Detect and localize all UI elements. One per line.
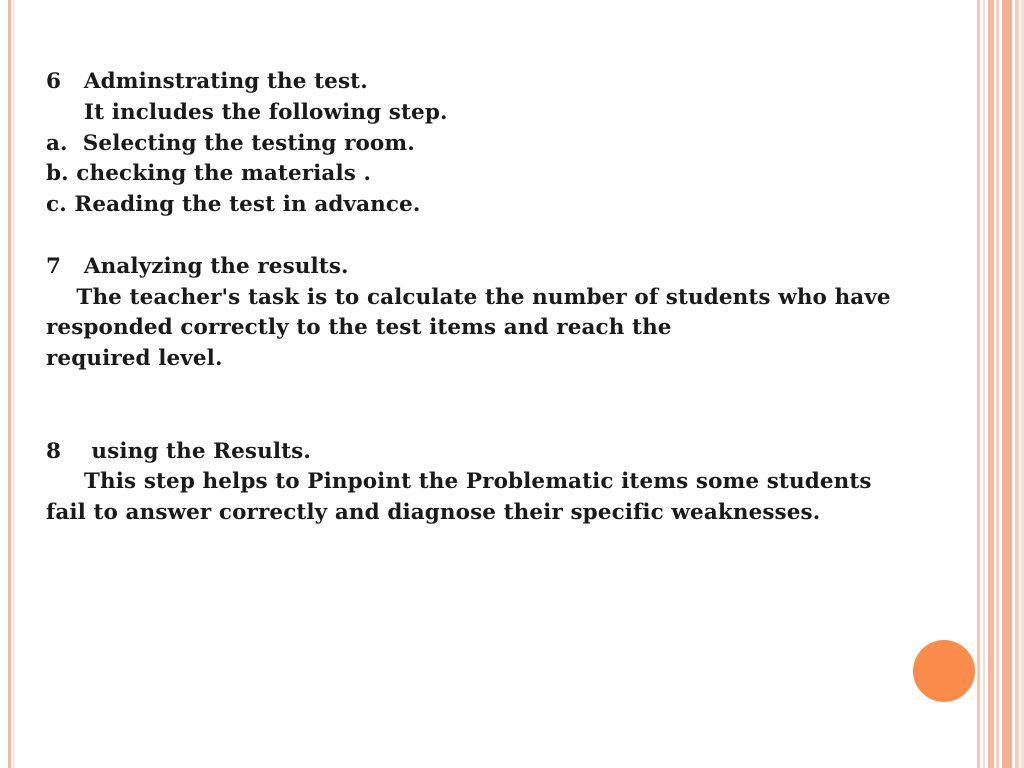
section-6-line-4: c. Reading the test in advance. [46, 192, 421, 218]
left-border-inner-line [13, 0, 14, 768]
section-8-line-2: fail to answer correctly and diagnose their specific weaknesses. [46, 500, 821, 526]
section-7-line-3: required level. [46, 346, 223, 372]
stripe [988, 0, 994, 768]
section-7-line-2: responded correctly to the test items and reach the [46, 315, 672, 341]
section-6-line-2: a. Selecting the testing room. [46, 130, 415, 156]
stripe [983, 0, 985, 768]
orange-circle-decoration [913, 640, 975, 702]
section-8-heading: 8 using the Results. [46, 438, 311, 464]
stripe [1015, 0, 1019, 768]
spacer [46, 221, 976, 252]
section-8-line-1: This step helps to Pinpoint the Problematic items some students [46, 469, 872, 495]
section-7-heading: 7 Analyzing the results. [46, 253, 349, 279]
stripe [1002, 0, 1012, 768]
section-6-heading: 6 Adminstrating the test. [46, 69, 368, 94]
stripe [977, 0, 980, 768]
left-border-line [8, 0, 11, 768]
section-6-line-1: It includes the following step. [46, 99, 448, 125]
stripe [996, 0, 999, 768]
slide-body [46, 67, 976, 529]
right-decorative-stripes [974, 0, 1024, 768]
spacer [46, 375, 976, 437]
section-7-line-1: The teacher's task is to calculate the number of students who have [46, 284, 891, 310]
section-6-line-3: b. checking the materials . [46, 161, 372, 187]
